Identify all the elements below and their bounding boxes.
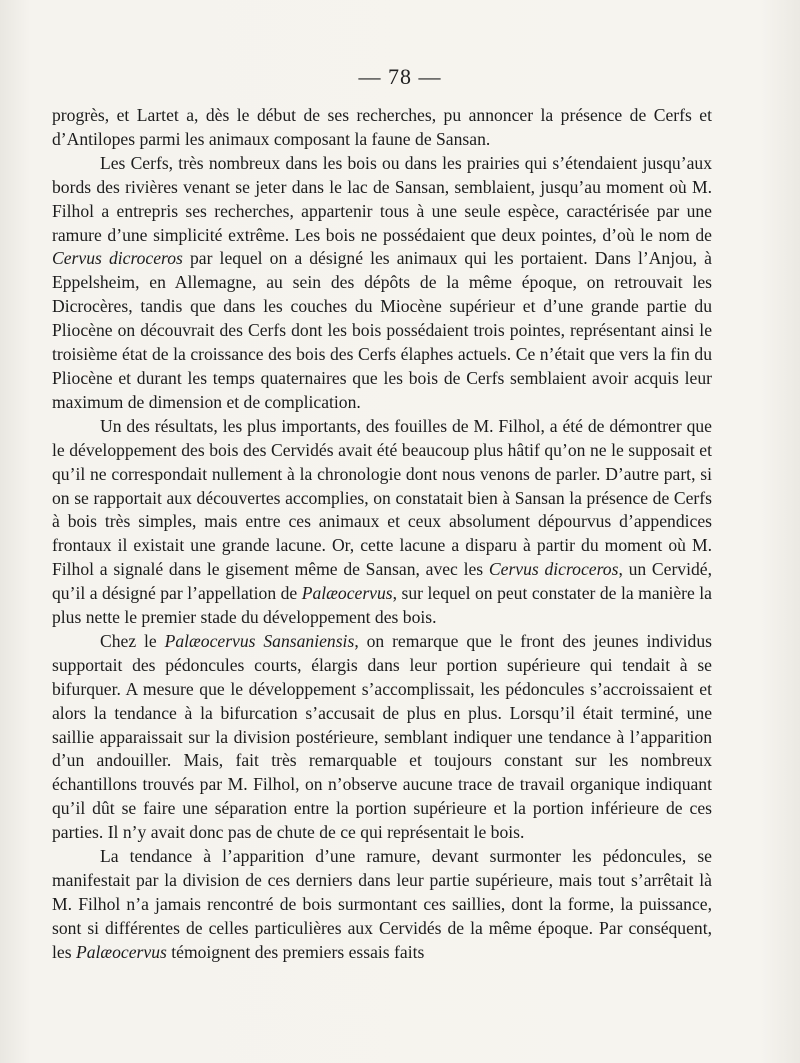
text-run: progrès, et Lartet a, dès le début de ses recherches, pu annoncer la présence de Cerfs et d’Antilopes parmi les animaux composant la faune de Sansan. xyxy=(52,105,712,149)
text-run: Chez le xyxy=(100,630,165,651)
paragraph-4 xyxy=(52,630,712,845)
text-run: , sur lequel on peut constater de la manière la plus nette le premier stade du développement des bois. xyxy=(52,583,712,628)
text-run: La tendance à l’apparition d’une ramure, devant surmonter les pédoncules, se manifestait par la division de ces derniers dans leur partie supérieure, mais tout s’arrêtait là M. Filhol n’a jamais rencontré de bois surmontant ces saillies, dont la forme, la puissance, sont si différentes de celles particulières aux Cervidés de la même époque. Par conséquent, les xyxy=(52,846,712,962)
italic-term: Palæocervus Sansaniensis xyxy=(164,630,355,651)
paragraph-3 xyxy=(52,415,712,630)
text-run: Un des résultats, les plus importants, des fouilles de M. Filhol, a été de démontrer que le développement des bois des Cervidés avait été beaucoup plus hâtif qu’on ne le supposait et qu’il ne correspondait nullement à la chronologie dont nous venons de parler. D’autre part, si on se rapportait aux découvertes accomplies, on constatait bien à Sansan la présence de Cerfs à bois très simples, mais entre ces animaux et ceux absolument dépourvus d’appendices frontaux il existait une grande lacune. Or, cette lacune a disparu à partir du moment où M. Filhol a signalé dans le gisement même de Sansan, avec les xyxy=(52,415,712,580)
text-run: , on remarque que le front des jeunes individus supportait des pédoncules courts, élargis dans leur portion supérieure qui tendait à se bifurquer. A mesure que le développement s’accomplissait, les pédoncules s’accroissaient et alors la tendance à la bifurcation s’accusait de plus en plus. Lorsqu’il était terminé, une saillie apparaissait sur la division postérieure, semblant indiquer une tendance à l’apparition d’un andouiller. Mais, fait très remarquable et toujours constant sur les nombreux échantillons trouvés par M. Filhol, on n’observe aucune trace de travail organique indiquant qu’il dût se faire une séparation entre la portion supérieure et la portion inférieure de ces parties. Il n’y avait donc pas de chute de ce qui représentait le bois. xyxy=(52,630,712,843)
italic-term: Palæocervus xyxy=(75,941,167,962)
paragraph-1 xyxy=(52,104,712,152)
text-run: par lequel on a désigné les animaux qui les portaient. Dans l’Anjou, à Eppelsheim, en Allemagne, au sein des dépôts de la même époque, on retrouvait les Dicrocères, tandis que dans les couches du Miocène supérieur et d’une grande partie du Pliocène on découvrait des Cerfs dont les bois possédaient trois pointes, représentant ainsi le troisième état de la croissance des bois des Cerfs élaphes actuels. Ce n’était que vers la fin du Pliocène et durant les temps quaternaires que les bois de Cerfs semblaient avoir acquis leur maximum de dimension et de complication. xyxy=(52,248,712,412)
text-run: témoignent des premiers essais faits xyxy=(166,941,425,962)
italic-term: Palæocervus xyxy=(301,583,393,604)
italic-term: Cervus dicroceros xyxy=(52,248,183,269)
paragraph-5 xyxy=(52,845,712,965)
text-run: , un Cervidé, qu’il a désigné par l’appellation de xyxy=(52,559,713,604)
page-number: — 78 — xyxy=(358,64,442,89)
paragraph-2 xyxy=(52,152,712,415)
body-text xyxy=(52,104,712,965)
text-run: Les Cerfs, très nombreux dans les bois ou dans les prairies qui s’étendaient jusqu’aux bords des rivières venant se jeter dans le lac de Sansan, semblaient, jusqu’au moment où M. Filhol a entrepris ses recherches, appartenir tous à une seule espèce, caractérisée par une ramure d’une simplicité extrême. Les bois ne possédaient que deux pointes, d’où le nom de xyxy=(52,152,712,245)
italic-term: Cervus dicroceros xyxy=(488,559,619,580)
